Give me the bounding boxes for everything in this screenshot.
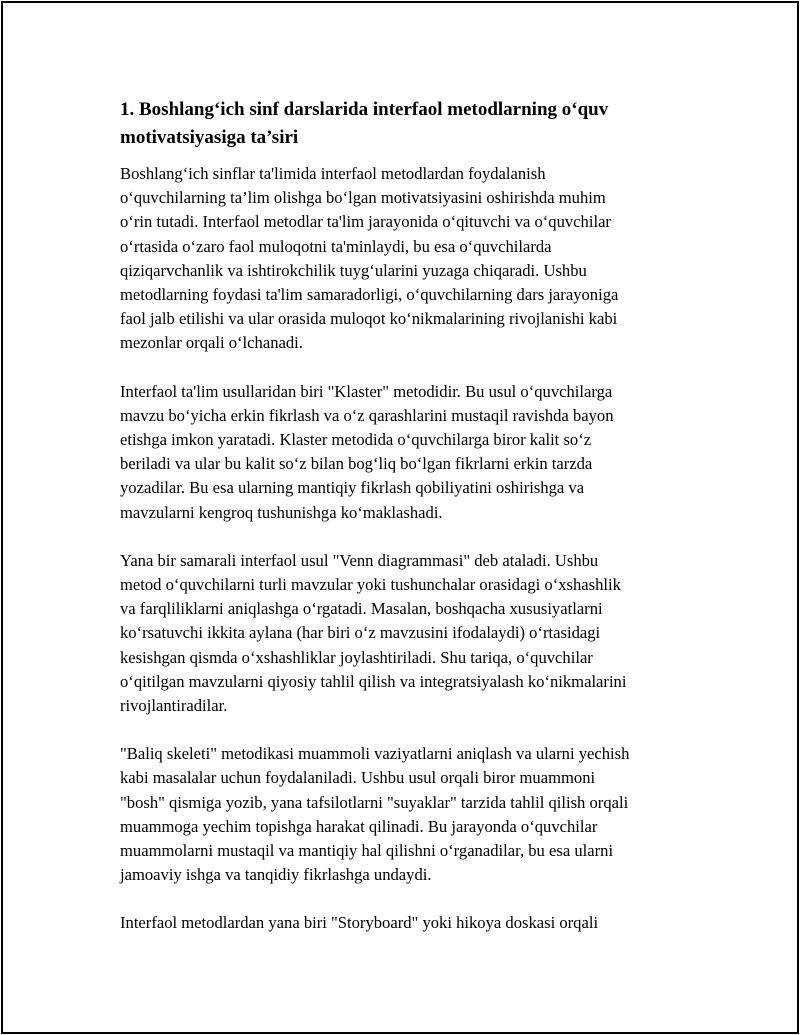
paragraph-intro: Boshlang‘ich sinflar ta'limida interfaol metodlardan foydalanish o‘quvchilarning ta’lim olishga bo‘lgan motivatsiyasini oshirishda muhim o‘rin tutadi. Interfaol metodlar ta'lim jarayonida o‘qituvchi va o‘quvchilar o‘rtasida o‘zaro faol muloqotni ta'minlaydi, bu esa o‘quvchilarda qiziqarvchanlik va ishtirokchilik tuyg‘ularini yuzaga chiqaradi. Ushbu metodlarning foydasi ta'lim samaradorligi, o‘quvchilarning dars jarayoniga faol jalb etilishi va ular orasida muloqot ko‘nikmalarining rivojlanishi kabi mezonlar orqali o‘lchanadi.: [120, 164, 619, 353]
paragraph-venn: Yana bir samarali interfaol usul "Venn diagrammasi" deb ataladi. Ushbu metod o‘quvchilarni turli mavzular yoki tushunchalar orasidagi o‘xshashlik va farqliliklarni aniqlashga o‘rgatadi. Masalan, boshqacha xususiyatlarni ko‘rsatuvchi ikkita aylana (har biri o‘z mavzusini ifodalaydi) o‘rtasidagi kesishgan qismda o‘xshashliklar joylashtiriladi. Shu tariqa, o‘quvchilar o‘qitilgan mavzularni qiyosiy tahlil qilish va integratsiyalash ko‘nikmalarini rivojlantiradilar.: [120, 550, 627, 716]
document-body: [120, 96, 700, 960]
paragraph-baliq-skeleti: "Baliq skeleti" metodikasi muammoli vaziyatlarni aniqlash va ularni yechish kabi masalalar uchun foydalaniladi. Ushbu usul orqali biror muammoni "bosh" qismiga yozib, yana tafsilotlarni "suyaklar" tarzida tahlil qilish orqali muammoga yechim topishga harakat qilinadi. Bu jarayonda o‘quvchilar muammolarni mustaqil va mantiqiy hal qilishni o‘rganadilar, bu esa ularni jamoaviy ishga va tanqidiy fikrlashga undaydi.: [120, 744, 630, 885]
paragraph-storyboard: Interfaol metodlardan yana biri "Storyboard" yoki hikoya doskasi orqali: [120, 913, 599, 933]
paragraph-klaster: Interfaol ta'lim usullaridan biri "Klaster" metodidir. Bu usul o‘quvchilarga mavzu bo‘yicha erkin fikrlash va o‘z qarashlarini mustaqil ravishda bayon etishga imkon yaratadi. Klaster metodida o‘quvchilarga biror kalit so‘z beriladi va ular bu kalit so‘z bilan bog‘liq bo‘lgan fikrlarni erkin tarzda yozadilar. Bu esa ularning mantiqiy fikrlash qobiliyatini oshirishga va mavzularni kengroq tushunishga ko‘maklashadi.: [120, 381, 614, 522]
document-page: [1, 1, 799, 1034]
section-title: 1. Boshlang‘ich sinf darslarida interfaol metodlarning o‘quv motivatsiyasiga ta’siri: [120, 99, 609, 148]
